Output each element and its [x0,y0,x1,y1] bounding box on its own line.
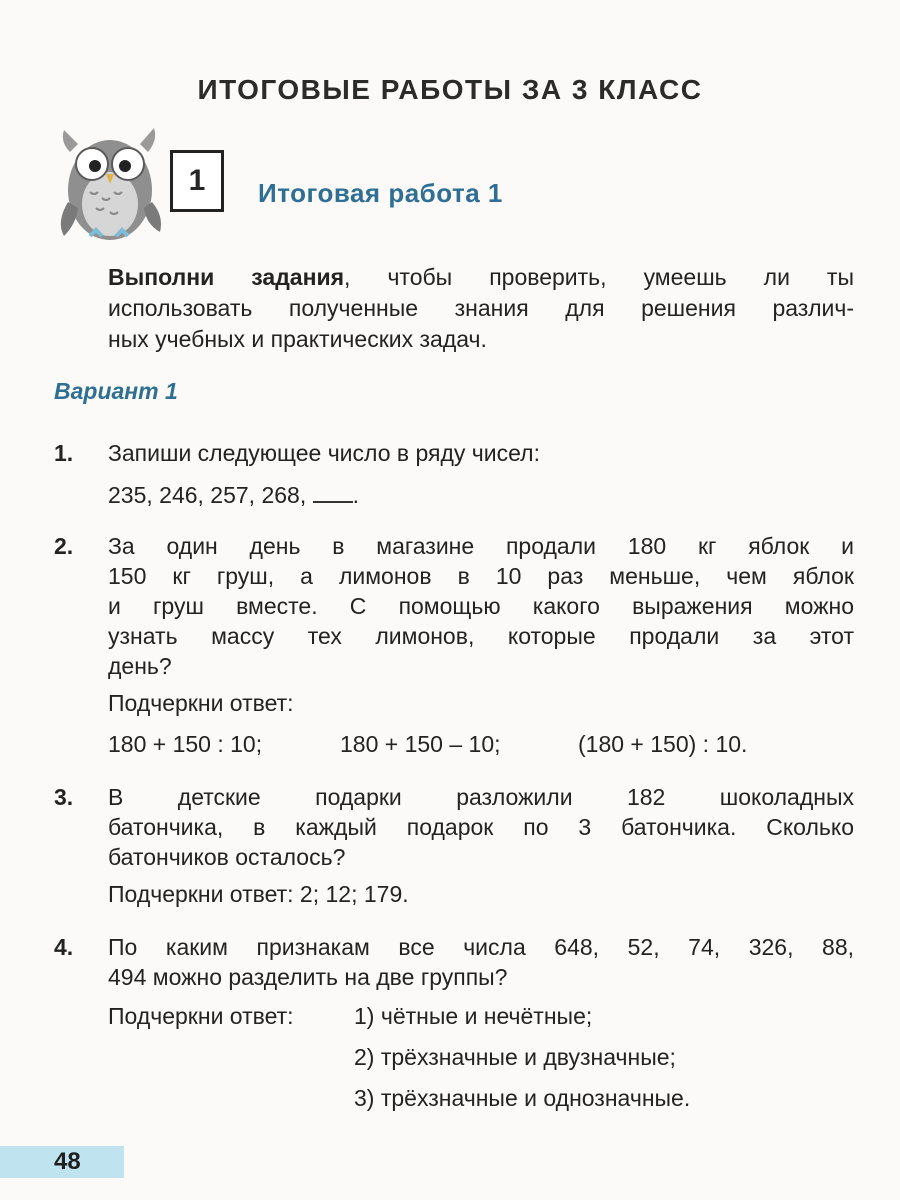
task-4-option-2[interactable]: 2) трёхзначные и двузначные; [354,1044,676,1070]
task-4-prompt: Подчеркни ответ: [108,1003,294,1029]
task-2-option-2[interactable]: 180 + 150 – 10; [340,731,501,757]
task-4-option-3[interactable]: 3) трёхзначные и однозначные. [354,1085,691,1111]
task-2-line-1: За один день в магазине продали 180 кг яблок и [108,533,854,559]
intro-paragraph [108,262,854,355]
task-2-line-5: день? [108,653,172,679]
intro-bold: Выполни задания [108,264,345,290]
task-3-line-2: батончика, в каждый подарок по 3 батончика. Сколько [108,814,854,840]
owl-illustration [50,112,170,242]
section-title: ИТОГОВЫЕ РАБОТЫ ЗА 3 КЛАСС [197,74,703,105]
work-title: Итоговая работа 1 [258,178,503,208]
task-3-number: 3. [54,784,74,810]
task-4-line-2: 494 можно разделить на две группы? [108,964,508,990]
task-1-number: 1. [54,440,74,466]
task-2-number: 2. [54,533,74,559]
task-4-number: 4. [54,934,74,960]
variant-heading: Вариант 1 [54,378,178,404]
intro-line-1 [108,262,854,293]
task-4-line-1: По каким признакам все числа 648, 52, 74, 326, 88, [108,934,854,960]
task-3-line-3: батончиков осталось? [108,844,346,870]
task-2-option-3[interactable]: (180 + 150) : 10. [578,731,748,757]
intro-line-2: использовать полученные знания для решения различ- [108,295,854,321]
task-1-text: Запиши следующее число в ряду чисел: [108,440,540,466]
task-1-sequence-line [108,480,854,510]
task-3-line-1: В детские подарки разложили 182 шоколадных [108,784,854,810]
task-2-option-1[interactable]: 180 + 150 : 10; [108,731,263,757]
task-1-sequence: 235, 246, 257, 268, [108,482,307,508]
task-2-prompt: Подчеркни ответ: [108,690,294,716]
task-1-sequence-end: . [352,482,360,508]
task-3-prompt[interactable]: Подчеркни ответ: 2; 12; 179. [108,881,409,907]
task-2-line-3: и груш вместе. С помощью какого выражения можно [108,593,854,619]
page-number: 48 [54,1148,81,1175]
intro-line-3: ных учебных и практических задач. [108,326,487,352]
task-4-option-1[interactable]: 1) чётные и нечётные; [354,1003,593,1029]
task-2-line-4: узнать массу тех лимонов, которые продали за этот [108,623,854,649]
task-2-line-2: 150 кг груш, а лимонов в 10 раз меньше, чем яблок [108,563,854,589]
answer-blank[interactable] [313,481,353,503]
work-number-badge: 1 [170,150,224,212]
intro-line-1-rest: , чтобы проверить, умеешь ли ты [344,264,854,290]
